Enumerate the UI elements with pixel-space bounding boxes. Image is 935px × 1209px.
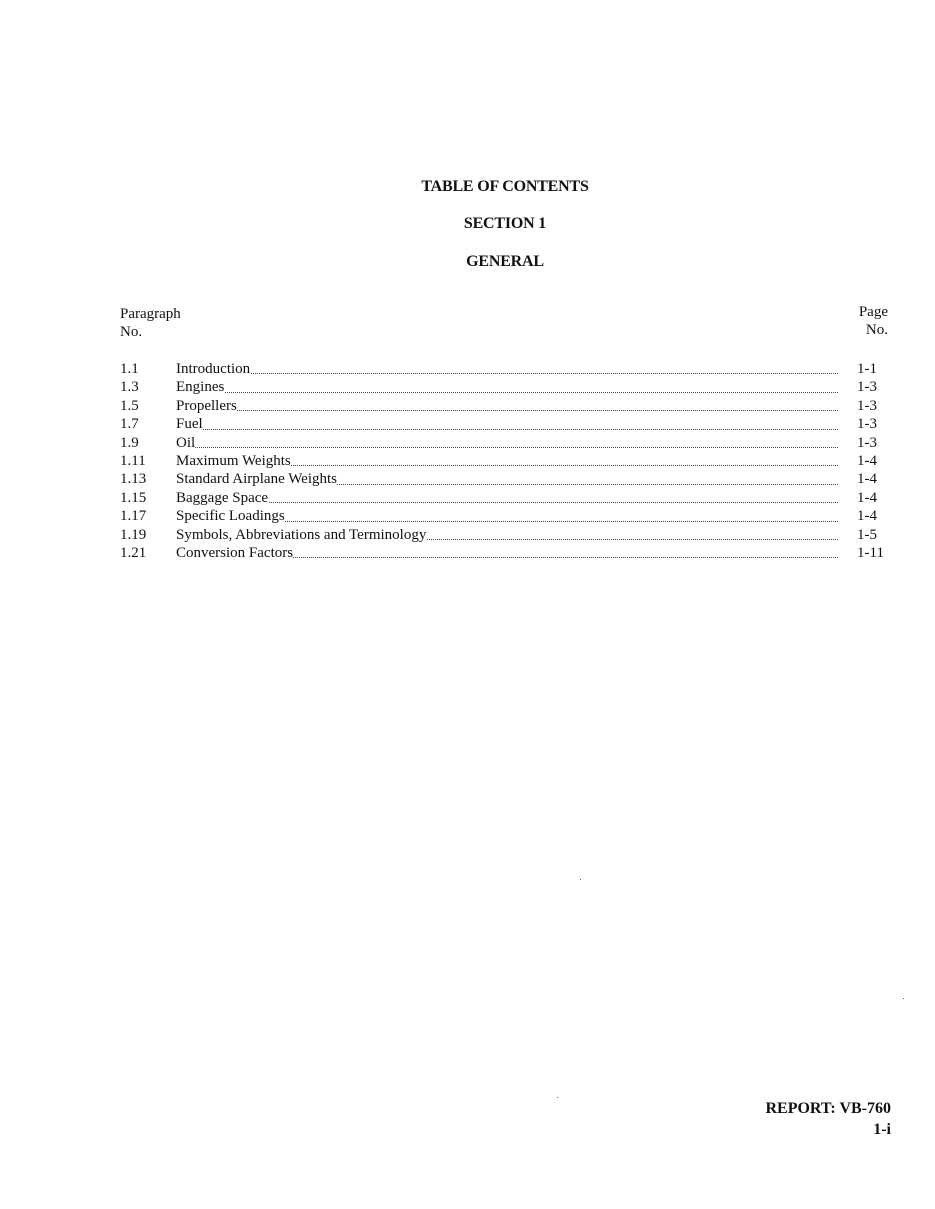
toc-number: 1.3 (120, 379, 139, 396)
toc-title (176, 360, 838, 378)
toc-title (176, 507, 838, 525)
toc-row (120, 544, 890, 562)
toc-title-text: Maximum Weights (176, 452, 291, 469)
toc-title (176, 544, 838, 562)
toc-title-text: Introduction (176, 361, 251, 377)
toc-title (176, 489, 838, 507)
scan-speck (557, 1097, 558, 1098)
toc-number: 1.5 (120, 397, 139, 414)
dot-leader (176, 373, 838, 374)
section-name: GENERAL (466, 253, 544, 270)
toc-row (120, 452, 890, 470)
toc-title-text: Fuel (176, 416, 203, 433)
scan-speck (903, 998, 904, 999)
page-title: TABLE OF CONTENTS (421, 178, 589, 195)
toc-page: 1-3 (857, 397, 877, 414)
paragraph-no-label: No. (120, 324, 143, 340)
toc-row (120, 378, 890, 396)
toc-number: 1.17 (120, 508, 147, 525)
page-footer (765, 1098, 891, 1140)
toc-title (176, 526, 838, 544)
toc-title-text: Engines (176, 379, 225, 396)
toc-title (176, 397, 838, 415)
toc-number: 1.19 (120, 526, 147, 543)
toc-number: 1.21 (120, 544, 147, 561)
page-column-header (859, 303, 888, 339)
page-number: 1-i (873, 1121, 891, 1138)
toc-number: 1.13 (120, 471, 147, 488)
toc-title-text: Oil (176, 434, 196, 451)
dot-leader (176, 429, 838, 430)
toc-row (120, 415, 890, 433)
dot-leader (176, 447, 838, 448)
toc-page: 1-4 (857, 508, 877, 525)
toc-page: 1-4 (857, 489, 877, 506)
paragraph-label: Paragraph (120, 306, 181, 322)
page-no-label: No. (865, 322, 888, 338)
toc-page: 1-3 (857, 416, 877, 433)
toc-title-text: Propellers (176, 397, 237, 414)
dot-leader (176, 410, 838, 411)
toc-number: 1.7 (120, 416, 139, 433)
toc-row (120, 526, 890, 544)
toc-row (120, 434, 890, 452)
dot-leader (176, 392, 838, 393)
toc-page: 1-3 (857, 434, 877, 451)
toc-title (176, 434, 838, 452)
toc-page: 1-3 (857, 379, 877, 396)
toc-page: 1-4 (857, 452, 877, 469)
toc-number: 1.11 (120, 452, 146, 469)
toc-title-text: Specific Loadings (176, 508, 285, 525)
page-label: Page (858, 304, 888, 320)
toc-page: 1-1 (857, 361, 877, 377)
toc-page: 1-5 (857, 526, 877, 543)
scan-speck (580, 879, 581, 880)
toc-title (176, 452, 838, 470)
toc-row (120, 507, 890, 525)
toc-list (120, 360, 890, 562)
toc-page: 1-11 (857, 544, 884, 561)
toc-title (176, 378, 838, 396)
toc-page: 1-4 (857, 471, 877, 488)
toc-number: 1.9 (120, 434, 139, 451)
toc-title-text: Standard Airplane Weights (176, 471, 337, 488)
toc-title (176, 415, 838, 433)
toc-number: 1.1 (120, 361, 139, 377)
toc-title-text: Symbols, Abbreviations and Terminology (176, 526, 427, 543)
toc-row (120, 360, 890, 378)
toc-number: 1.15 (120, 489, 147, 506)
dot-leader (176, 502, 838, 503)
toc-title (176, 470, 838, 488)
toc-row (120, 397, 890, 415)
toc-title-text: Baggage Space (176, 489, 269, 506)
paragraph-column-header (120, 305, 181, 341)
toc-row (120, 489, 890, 507)
report-number: REPORT: VB-760 (765, 1100, 891, 1117)
toc-title-text: Conversion Factors (176, 544, 294, 561)
section-number: SECTION 1 (463, 215, 547, 232)
toc-row (120, 470, 890, 488)
